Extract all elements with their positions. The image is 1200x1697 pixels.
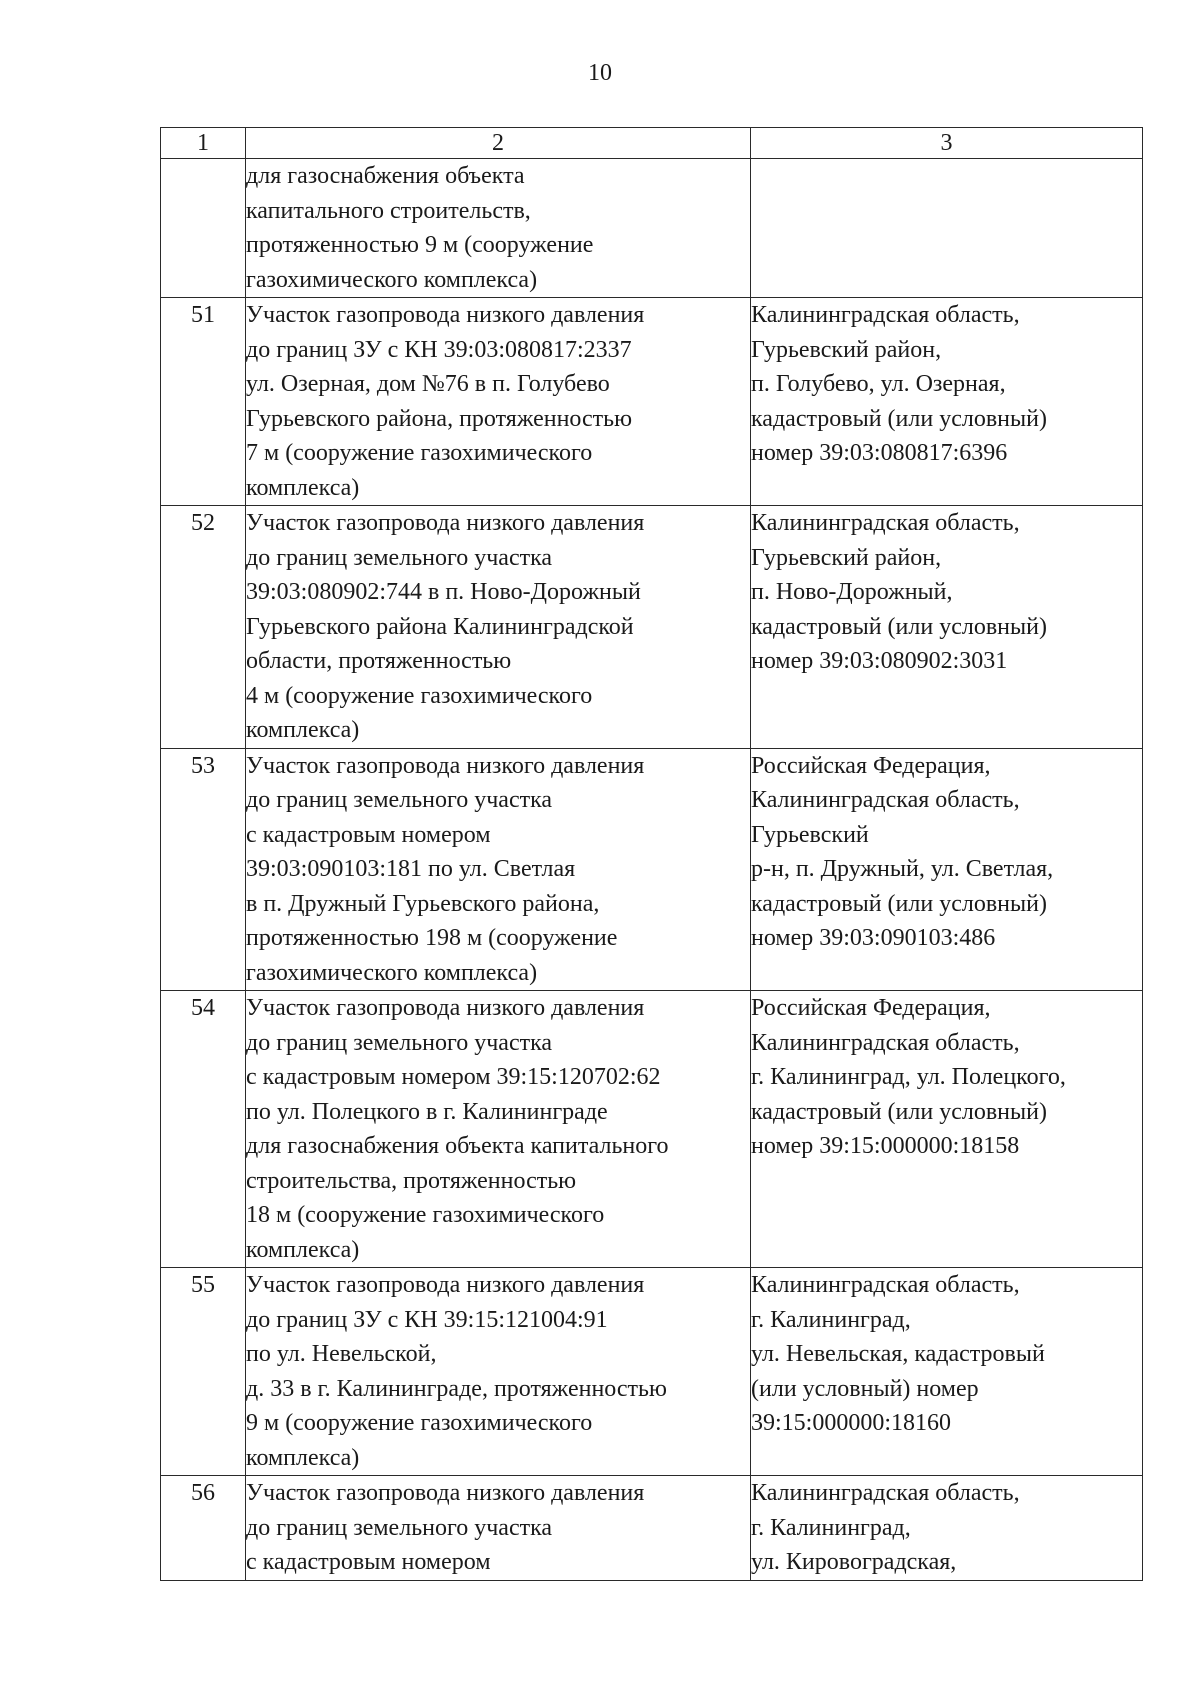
location-line: п. Ново-Дорожный, (751, 579, 953, 605)
description-line: 39:03:080902:744 в п. Ново-Дорожный (246, 579, 641, 605)
object-location (751, 506, 1143, 749)
location-line: г. Калининград, (751, 1514, 911, 1541)
description-line: комплекса) (246, 717, 360, 743)
object-description (246, 1268, 751, 1476)
location-line: р-н, п. Дружный, ул. Светлая, (751, 856, 1054, 882)
location-line: Гурьевский (751, 821, 869, 848)
table-row (161, 1268, 1143, 1476)
location-line: кадастровый (или условный) (751, 1098, 1047, 1125)
description-line: области, протяженностью (246, 648, 512, 674)
description-line: до границ земельного участка (246, 1514, 553, 1541)
location-line: Российская Федерация, (751, 752, 991, 779)
location-line: номер 39:03:090103:486 (751, 925, 996, 951)
object-description (246, 506, 751, 749)
description-line: комплекса) (246, 1236, 360, 1263)
description-line: Гурьевского района Калининградской (246, 613, 634, 640)
description-line: для газоснабжения объекта капитального (246, 1133, 669, 1159)
table-header-row (161, 128, 1143, 159)
object-location (751, 1268, 1143, 1476)
description-line: 9 м (сооружение газохимического (246, 1410, 593, 1436)
location-line: п. Голубево, ул. Озерная, (751, 371, 1006, 397)
description-line: Гурьевского района, протяженностью (246, 405, 633, 432)
description-line: Участок газопровода низкого давления (246, 752, 645, 779)
object-location (751, 159, 1143, 298)
description-line: с кадастровым номером (246, 1549, 491, 1575)
location-line: Гурьевский район, (751, 544, 942, 571)
page-number: 10 (588, 60, 612, 86)
description-line: капитального строительств, (246, 197, 531, 224)
table-row (161, 991, 1143, 1268)
column-header-2: 2 (246, 128, 751, 159)
location-line: кадастровый (или условный) (751, 613, 1047, 640)
description-line: по ул. Невельской, (246, 1341, 437, 1367)
description-line: Участок газопровода низкого давления (246, 1272, 645, 1298)
object-location (751, 748, 1143, 991)
location-line: Российская Федерация, (751, 995, 991, 1021)
description-line: с кадастровым номером (246, 821, 491, 848)
location-line: ул. Невельская, кадастровый (751, 1341, 1045, 1367)
object-location (751, 991, 1143, 1268)
column-header-3: 3 (751, 128, 1143, 159)
location-line: кадастровый (или условный) (751, 405, 1047, 432)
row-number (161, 159, 246, 298)
description-line: комплекса) (246, 1444, 360, 1471)
description-line: по ул. Полецкого в г. Калининграде (246, 1098, 608, 1125)
description-line: для газоснабжения объекта (246, 163, 525, 189)
description-line: Участок газопровода низкого давления (246, 510, 645, 536)
row-number: 56 (161, 1476, 246, 1581)
description-line: газохимического комплекса) (246, 266, 538, 293)
table-row (161, 748, 1143, 991)
location-line: ул. Кировоградская, (751, 1549, 957, 1575)
objects-table (160, 127, 1143, 1581)
location-line: Калининградская область, (751, 1272, 1020, 1298)
object-description (246, 748, 751, 991)
location-line: Калининградская область, (751, 787, 1020, 813)
table-row (161, 1476, 1143, 1581)
description-line: до границ ЗУ с КН 39:03:080817:2337 (246, 336, 632, 363)
location-line: (или условный) номер (751, 1375, 979, 1402)
description-line: Участок газопровода низкого давления (246, 995, 645, 1021)
description-line: строительства, протяженностью (246, 1167, 577, 1194)
object-description (246, 159, 751, 298)
description-line: до границ ЗУ с КН 39:15:121004:91 (246, 1306, 608, 1333)
location-line: номер 39:15:000000:18158 (751, 1133, 1020, 1159)
location-line: кадастровый (или условный) (751, 890, 1047, 917)
description-line: 4 м (сооружение газохимического (246, 682, 593, 709)
description-line: 39:03:090103:181 по ул. Светлая (246, 856, 576, 882)
description-line: 7 м (сооружение газохимического (246, 440, 593, 466)
description-line: 18 м (сооружение газохимического (246, 1202, 605, 1228)
description-line: до границ земельного участка (246, 1029, 553, 1056)
description-line: ул. Озерная, дом №76 в п. Голубево (246, 371, 610, 397)
row-number: 52 (161, 506, 246, 749)
row-number: 55 (161, 1268, 246, 1476)
location-line: номер 39:03:080902:3031 (751, 648, 1008, 674)
description-line: до границ земельного участка (246, 787, 553, 813)
table-row (161, 506, 1143, 749)
location-line: Калининградская область, (751, 1029, 1020, 1056)
location-line: Калининградская область, (751, 1480, 1020, 1506)
location-line: Калининградская область, (751, 302, 1020, 328)
object-description (246, 1476, 751, 1581)
object-location (751, 298, 1143, 506)
location-line: г. Калининград, ул. Полецкого, (751, 1064, 1066, 1090)
location-line: г. Калининград, (751, 1306, 911, 1333)
location-line: 39:15:000000:18160 (751, 1410, 952, 1436)
description-line: до границ земельного участка (246, 544, 553, 571)
description-line: Участок газопровода низкого давления (246, 1480, 645, 1506)
object-location (751, 1476, 1143, 1581)
row-number: 54 (161, 991, 246, 1268)
description-line: комплекса) (246, 474, 360, 501)
object-description (246, 298, 751, 506)
location-line: номер 39:03:080817:6396 (751, 440, 1008, 466)
row-number: 51 (161, 298, 246, 506)
description-line: Участок газопровода низкого давления (246, 302, 645, 328)
description-line: с кадастровым номером 39:15:120702:62 (246, 1064, 661, 1090)
description-line: газохимического комплекса) (246, 959, 538, 986)
location-line: Гурьевский район, (751, 336, 942, 363)
column-header-1: 1 (161, 128, 246, 159)
description-line: д. 33 в г. Калининграде, протяженностью (246, 1375, 667, 1402)
location-line: Калининградская область, (751, 510, 1020, 536)
row-number: 53 (161, 748, 246, 991)
object-description (246, 991, 751, 1268)
description-line: протяженностью 198 м (сооружение (246, 925, 618, 951)
description-line: в п. Дружный Гурьевского района, (246, 890, 600, 917)
description-line: протяженностью 9 м (сооружение (246, 232, 594, 258)
table-row (161, 159, 1143, 298)
table-row (161, 298, 1143, 506)
